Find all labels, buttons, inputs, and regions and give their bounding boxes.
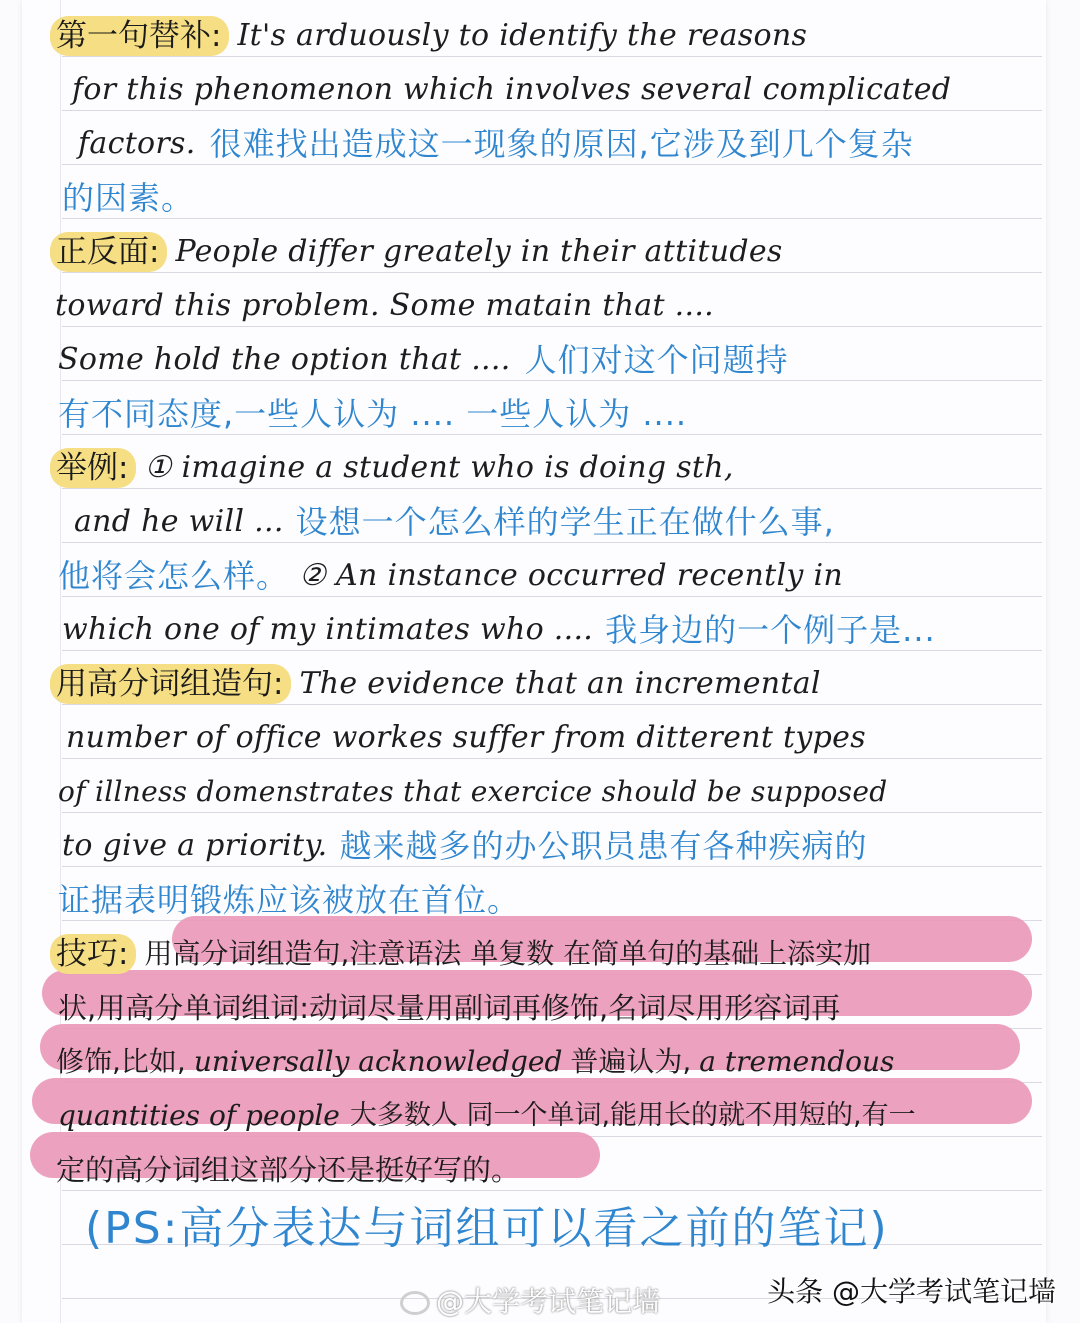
note-line [78, 116, 1053, 170]
watermark-toutiao: 头条 @大学考试笔记墙 [767, 1275, 1056, 1308]
chinese-translation: 有不同态度,一些人认为 .... 一些人认为 .... [58, 395, 688, 433]
note-line [66, 710, 1041, 764]
tip-english: a tremendous [699, 1045, 895, 1078]
note-line [50, 440, 1025, 494]
english-text: Some hold the option that .... [58, 342, 511, 377]
note-line [62, 170, 1037, 224]
note-line [50, 656, 1025, 710]
note-line [58, 980, 1033, 1034]
section-label-high-score-phrases: 用高分词组造句: [50, 664, 291, 704]
tip-english: universally acknowledged [193, 1045, 563, 1078]
english-text: ① imagine a student who is doing sth, [144, 450, 734, 485]
note-line [56, 1034, 1031, 1088]
tip-text: 定的高分词组这部分还是挺好写的。 [56, 1153, 521, 1187]
tip-text: 状,用高分单词组词:动词尽量用副词再修饰,名词尽用形容词再 [58, 991, 841, 1025]
section-label-pros-cons: 正反面: [50, 232, 167, 272]
note-line [62, 818, 1037, 872]
chinese-translation: 越来越多的办公职员患有各种疾病的 [339, 827, 868, 865]
note-line [58, 386, 1033, 440]
note-line [58, 548, 1033, 602]
tip-text: 大多数人 同一个单词,能用长的就不用短的,有一 [349, 1100, 916, 1131]
chinese-translation: 的因素。 [62, 179, 195, 217]
note-line [72, 62, 1047, 116]
note-line [50, 224, 1025, 278]
note-line [56, 1142, 1031, 1196]
english-text: which one of my intimates who .... [62, 612, 594, 647]
note-line [58, 872, 1033, 926]
chinese-translation: 人们对这个问题持 [524, 341, 789, 379]
watermark-left-text: @大学考试笔记墙 [436, 1285, 661, 1318]
chinese-translation: 设想一个怎么样的学生正在做什么事, [295, 503, 835, 541]
english-text: factors. [78, 126, 196, 161]
section-label-tips: 技巧: [50, 934, 136, 974]
english-text: number of office workes suffer from ditterent types [66, 720, 866, 755]
english-text: toward this problem. Some matain that .... [55, 288, 715, 323]
weibo-icon [400, 1291, 430, 1315]
chinese-translation: 很难找出造成这一现象的原因,它涉及到几个复杂 [209, 125, 914, 163]
note-line [58, 1088, 1033, 1142]
english-text: It's arduously to identify the reasons [237, 18, 808, 53]
note-line [74, 494, 1049, 548]
tip-text: 普遍认为, [570, 1045, 692, 1078]
tip-text: 修饰,比如, [56, 1045, 186, 1078]
chinese-translation: 证据表明锻炼应该被放在首位。 [58, 881, 521, 919]
english-text: for this phenomenon which involves several complicated [72, 72, 952, 107]
note-line [62, 602, 1037, 656]
note-line [50, 8, 1025, 62]
section-label-examples: 举例: [50, 448, 136, 488]
note-line [55, 278, 1030, 332]
chinese-translation: 他将会怎么样。 [58, 557, 290, 595]
english-text: The evidence that an incremental [299, 666, 821, 701]
english-text: and he will ... [74, 504, 284, 539]
ps-note: (PS:高分表达与词组可以看之前的笔记) [85, 1203, 889, 1254]
chinese-translation: 我身边的一个例子是... [605, 611, 936, 649]
note-line [58, 764, 1033, 818]
note-line [58, 332, 1033, 386]
tip-english: quantities of people [58, 1099, 340, 1132]
english-text: to give a priority. [62, 828, 328, 863]
english-text: of illness domenstrates that exercice should be supposed [58, 775, 888, 808]
tip-text: 用高分词组造句,注意语法 单复数 在简单句的基础上添实加 [144, 937, 872, 970]
english-text: People differ greately in their attitudes [175, 234, 783, 269]
watermark-weibo [400, 1280, 660, 1320]
note-line [50, 926, 1025, 980]
english-text: ② An instance occurred recently in [299, 558, 844, 593]
section-label-first-sentence: 第一句替补: [50, 16, 229, 56]
